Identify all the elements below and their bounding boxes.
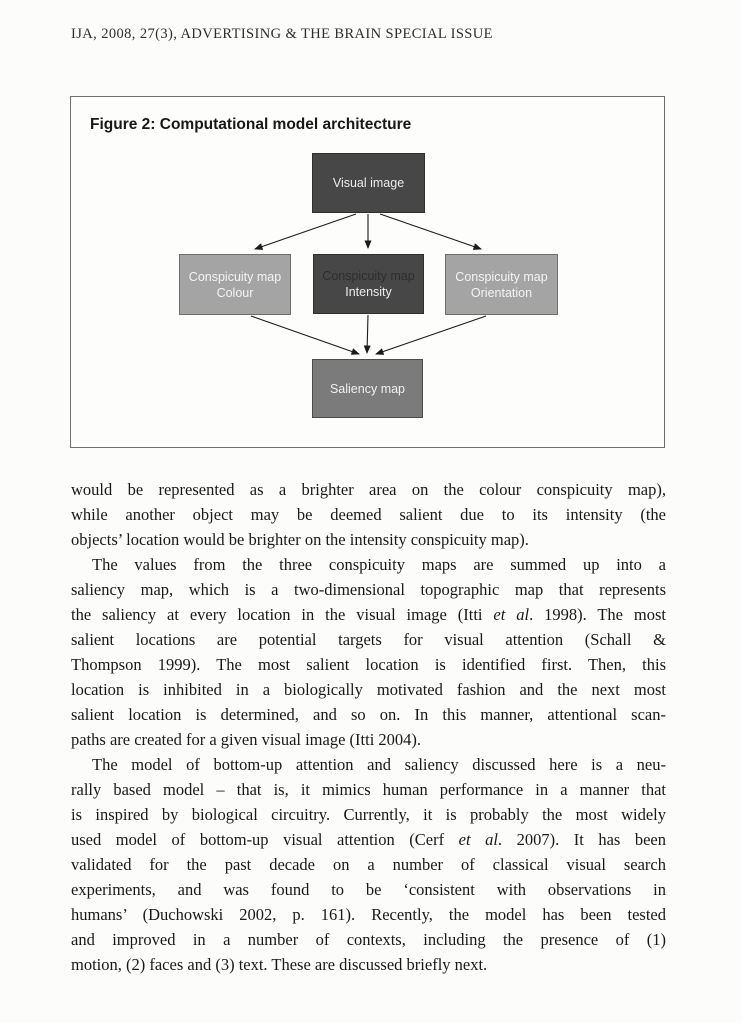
figure-2-panel	[70, 96, 665, 448]
text-line: salient location is determined, and so on. In this manner, attentional scan-	[71, 705, 666, 724]
text-line: objects’ location would be brighter on the intensity conspicuity map).	[71, 530, 529, 549]
text-line: is inspired by biological circuitry. Currently, it is probably the most widely	[71, 805, 666, 824]
text-line: rally based model – that is, it mimics human performance in a manner that	[71, 780, 666, 799]
text-line: and improved in a number of contexts, including the presence of (1)	[71, 930, 666, 949]
node-visual-image	[312, 153, 425, 213]
text-line: experiments, and was found to be ‘consistent with observations in	[71, 880, 666, 899]
text-line: the saliency at every location in the visual image (Itti et al. 1998). The most	[71, 605, 666, 624]
node-saliency-label: Saliency map	[329, 381, 406, 396]
node-intensity-label-line1: Conspicuity map	[322, 269, 415, 283]
node-colour-label-line1: Conspicuity map	[188, 269, 282, 284]
body-paragraph-1	[71, 477, 666, 552]
text-line: saliency map, which is a two-dimensional topographic map that represents	[71, 580, 666, 599]
node-intensity-label-line2: Intensity	[345, 285, 392, 299]
node-colour-label-line2: Colour	[216, 285, 254, 300]
text-line: while another object may be deemed salient due to its intensity (the	[71, 505, 666, 524]
body-paragraph-3	[71, 752, 666, 977]
body-paragraph-2	[71, 552, 666, 752]
node-visual-image-label: Visual image	[332, 176, 405, 190]
node-orientation-label-line1: Conspicuity map	[455, 269, 548, 284]
figure-title: Figure 2: Computational model architecture	[90, 116, 412, 133]
node-saliency-map	[312, 359, 423, 418]
text-line: location is inhibited in a biologically motivated fashion and the next most	[71, 680, 666, 699]
running-head: IJA, 2008, 27(3), ADVERTISING & THE BRAIN SPECIAL ISSUE	[71, 26, 493, 42]
node-conspicuity-map-orientation	[445, 254, 558, 315]
text-line: humans’ (Duchowski 2002, p. 161). Recently, the model has been tested	[71, 905, 666, 924]
text-line: would be represented as a brighter area on the colour conspicuity map),	[71, 480, 666, 499]
text-line: validated for the past decade on a number of classical visual search	[71, 855, 666, 874]
text-line: The values from the three conspicuity maps are summed up into a	[92, 555, 666, 574]
node-conspicuity-map-colour	[179, 254, 291, 315]
article-text	[71, 477, 666, 977]
node-conspicuity-map-intensity	[313, 254, 424, 314]
text-line: salient locations are potential targets for visual attention (Schall &	[71, 630, 666, 649]
text-line: paths are created for a given visual image (Itti 2004).	[71, 730, 422, 749]
node-orientation-label-line2: Orientation	[470, 285, 533, 300]
text-line: Thompson 1999). The most salient location is identified first. Then, this	[71, 655, 666, 674]
text-line: The model of bottom-up attention and saliency discussed here is a neu-	[92, 755, 666, 774]
text-line: used model of bottom-up visual attention (Cerf et al. 2007). It has been	[71, 830, 666, 849]
text-line: motion, (2) faces and (3) text. These are discussed briefly next.	[71, 955, 488, 974]
